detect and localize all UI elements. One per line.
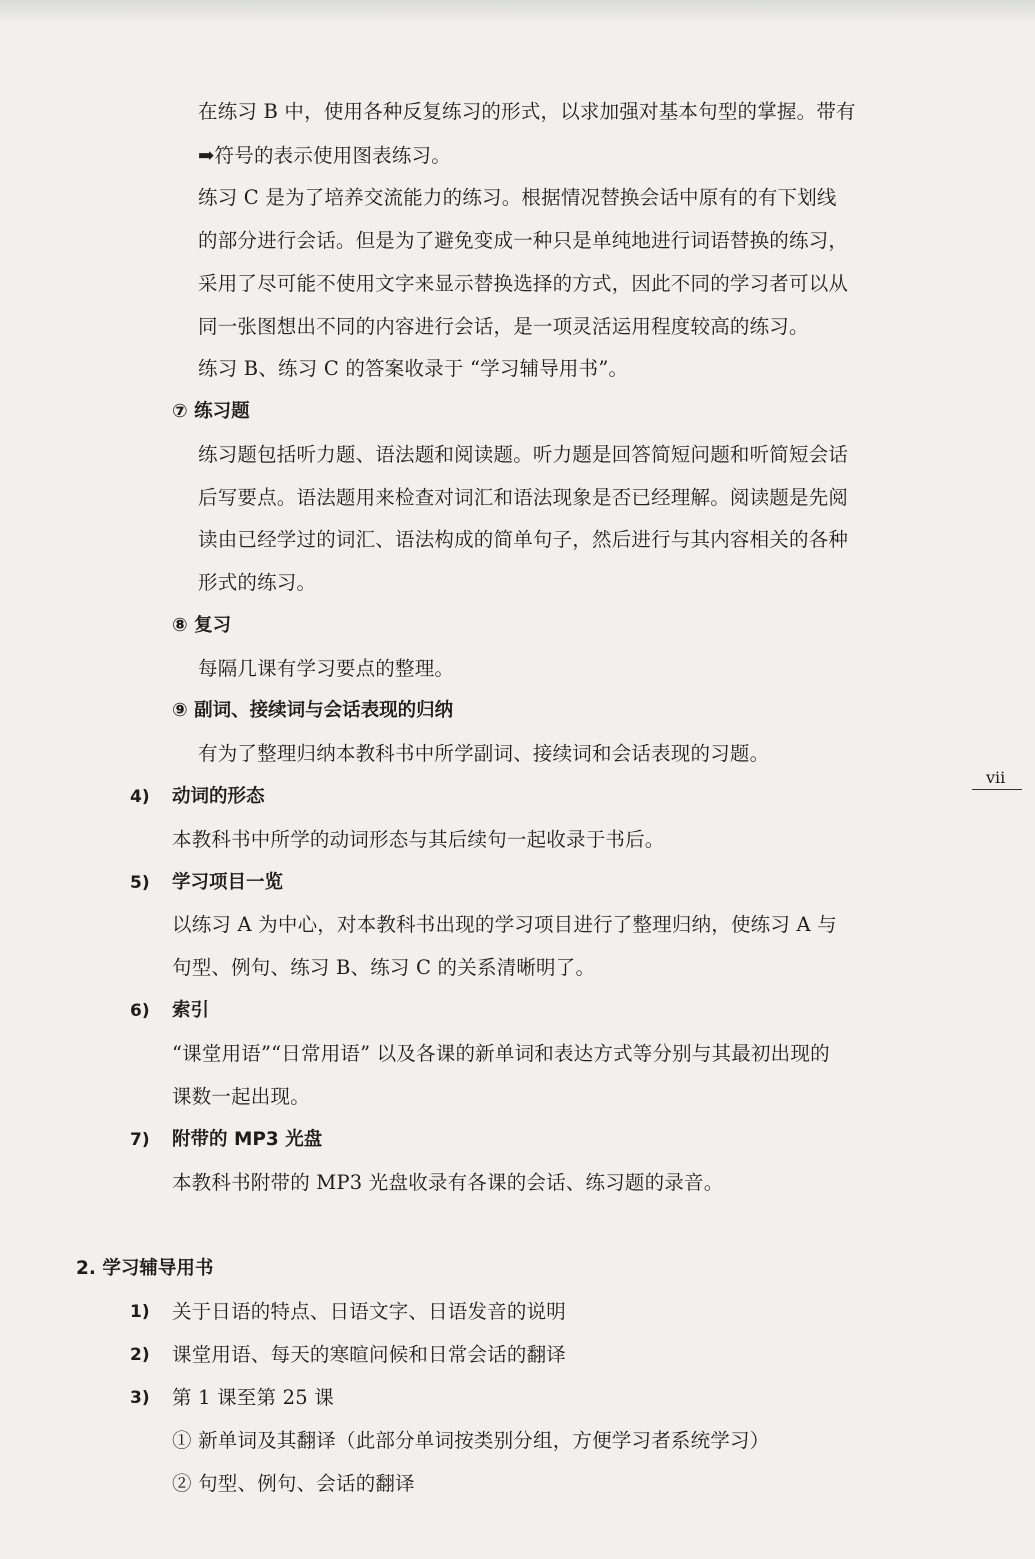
item-number: 4) [130,787,150,807]
page-number: vii [986,768,1006,787]
item-number: 6) [130,1001,150,1021]
scan-top-shadow [0,0,1035,22]
subsection-heading-summary: ⑨ 副词、接续词与会话表现的归纳 [172,700,454,721]
subsection-heading-exercises: ⑦ 练习题 [172,401,250,422]
item-heading-learning-items: 学习项目一览 [172,872,284,893]
page-number-rule [972,789,1022,790]
paragraph-line: 句型、例句、练习 B、练习 C 的关系清晰明了。 [172,956,596,979]
paragraph-line: ① 新单词及其翻译（此部分单词按类别分组，方便学习者系统学习） [172,1429,770,1452]
item-number: 1) [130,1302,150,1322]
paragraph-line: 练习题包括听力题、语法题和阅读题。听力题是回答简短问题和听简短会话 [198,443,849,466]
paragraph-line: 形式的练习。 [198,571,317,594]
paragraph-line: 读由已经学过的词汇、语法构成的简单句子，然后进行与其内容相关的各种 [198,528,849,551]
paragraph-line: 练习 C 是为了培养交流能力的练习。根据情况替换会话中原有的有下划线 [198,186,837,209]
paragraph-line: ➡符号的表示使用图表练习。 [198,144,451,167]
item-number: 5) [130,873,150,893]
item-heading-index: 索引 [172,1000,210,1021]
paragraph-line: 练习 B、练习 C 的答案收录于 “学习辅导用书”。 [198,357,629,380]
paragraph-line: ② 句型、例句、会话的翻译 [172,1472,415,1495]
paragraph-line: 关于日语的特点、日语文字、日语发音的说明 [172,1300,567,1323]
item-number: 3) [130,1388,150,1408]
paragraph-line: 的部分进行会话。但是为了避免变成一种只是单纯地进行词语替换的练习， [198,229,849,252]
paragraph-line: 以练习 A 为中心，对本教科书出现的学习项目进行了整理归纳，使练习 A 与 [172,913,837,936]
item-heading-mp3: 附带的 MP3 光盘 [172,1129,323,1150]
item-number: 2) [130,1345,150,1365]
item-heading-verb-forms: 动词的形态 [172,786,265,807]
paragraph-line: “课堂用语”“日常用语” 以及各课的新单词和表达方式等分别与其最初出现的 [172,1042,830,1065]
paragraph-line: 在练习 B 中，使用各种反复练习的形式，以求加强对基本句型的掌握。带有 [198,100,856,123]
section-heading-study-guide: 2. 学习辅导用书 [76,1258,214,1279]
paragraph-line: 课数一起出现。 [172,1085,310,1108]
subsection-heading-review: ⑧ 复习 [172,615,232,636]
paragraph-line: 课堂用语、每天的寒暄问候和日常会话的翻译 [172,1343,567,1366]
paragraph-line: 有为了整理归纳本教科书中所学副词、接续词和会话表现的习题。 [198,742,770,765]
paragraph-line: 第 1 课至第 25 课 [172,1386,334,1409]
paragraph-line: 后写要点。语法题用来检查对词汇和语法现象是否已经理解。阅读题是先阅 [198,486,849,509]
paragraph-line: 同一张图想出不同的内容进行会话，是一项灵活运用程度较高的练习。 [198,315,809,338]
paragraph-line: 本教科书中所学的动词形态与其后续句一起收录于书后。 [172,828,665,851]
paragraph-line: 每隔几课有学习要点的整理。 [198,657,455,680]
item-number: 7) [130,1130,150,1150]
paragraph-line: 本教科书附带的 MP3 光盘收录有各课的会话、练习题的录音。 [172,1171,724,1194]
paragraph-line: 采用了尽可能不使用文字来显示替换选择的方式，因此不同的学习者可以从 [198,272,849,295]
